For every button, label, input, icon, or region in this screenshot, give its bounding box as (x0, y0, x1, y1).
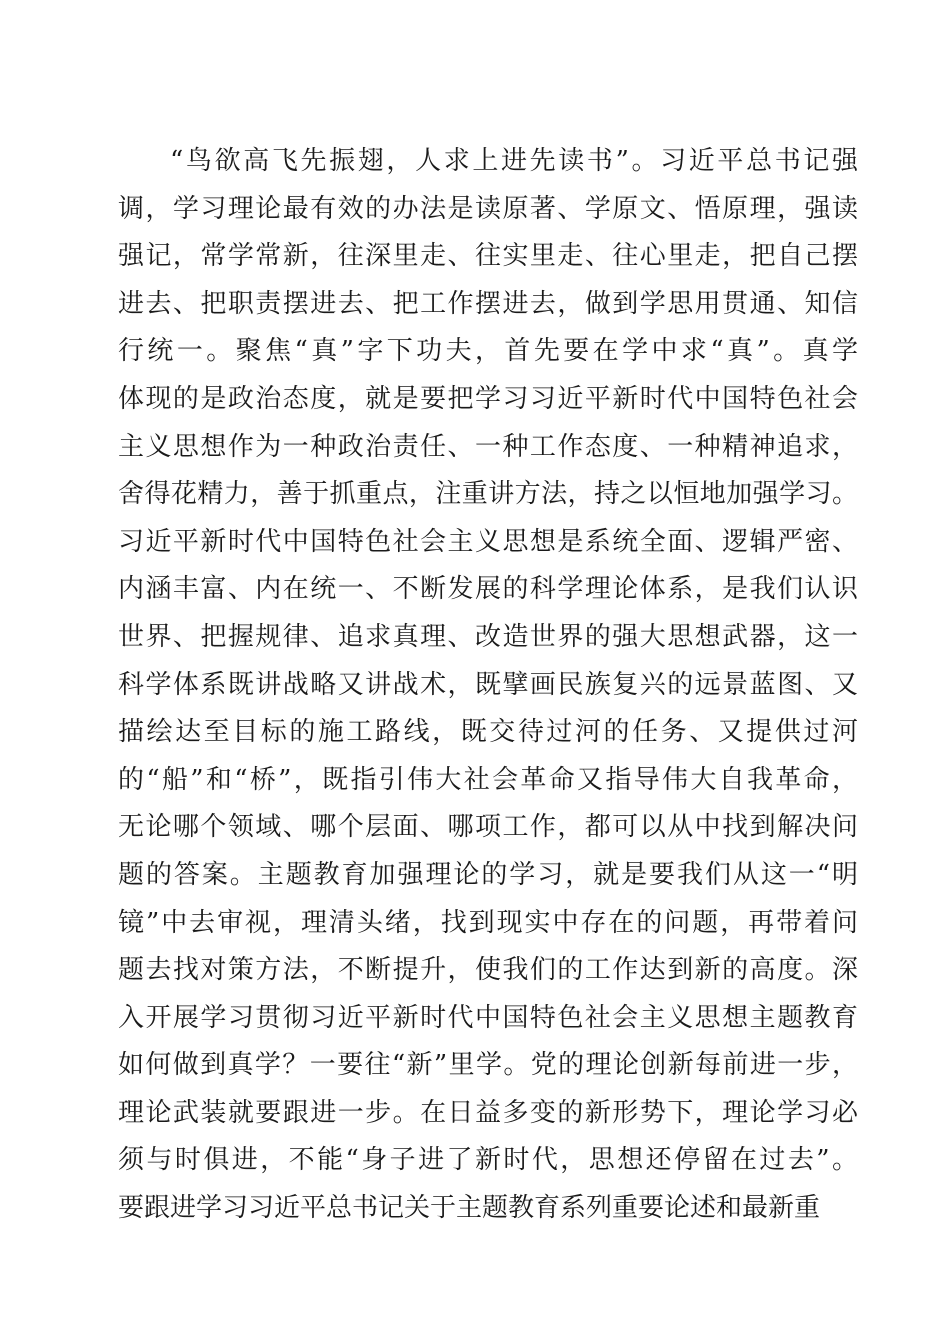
paragraph-line-23: 要跟进学习习近平总书记关于主题教育系列重要论述和最新重 (118, 1193, 821, 1224)
body-paragraph (118, 138, 858, 1233)
paragraph-line-18: 题去找对策方法，不断提升，使我们的工作达到新的高度。深 (118, 955, 858, 986)
paragraph-line-17: 镜”中去审视，理清头绪，找到现实中存在的问题，再带着问 (118, 907, 858, 938)
paragraph-line-9: 习近平新时代中国特色社会主义思想是系统全面、逻辑严密、 (118, 526, 858, 557)
paragraph-line-13: 描绘达至目标的施工路线，既交待过河的任务、又提供过河 (118, 717, 858, 748)
paragraph-line-4: 进去、把职责摆进去、把工作摆进去，做到学思用贯通、知信 (118, 288, 858, 319)
paragraph-line-22: 须与时俱进，不能“身子进了新时代，思想还停留在过去”。 (118, 1145, 858, 1176)
paragraph-line-10: 内涵丰富、内在统一、不断发展的科学理论体系，是我们认识 (118, 574, 858, 605)
paragraph-line-15: 无论哪个领域、哪个层面、哪项工作，都可以从中找到解决问 (118, 812, 858, 843)
paragraph-line-8: 舍得花精力，善于抓重点，注重讲方法，持之以恒地加强学习。 (118, 479, 858, 510)
paragraph-line-12: 科学体系既讲战略又讲战术，既擘画民族复兴的远景蓝图、又 (118, 669, 858, 700)
paragraph-line-20: 如何做到真学？一要往“新”里学。党的理论创新每前进一步， (118, 1050, 858, 1081)
paragraph-line-19: 入开展学习贯彻习近平新时代中国特色社会主义思想主题教育 (118, 1002, 858, 1033)
paragraph-line-21: 理论武装就要跟进一步。在日益多变的新形势下，理论学习必 (118, 1097, 858, 1128)
paragraph-line-16: 题的答案。主题教育加强理论的学习，就是要我们从这一“明 (118, 859, 858, 890)
paragraph-line-3: 强记，常学常新，往深里走、往实里走、往心里走，把自己摆 (118, 241, 858, 272)
paragraph-line-1: “鸟欲高飞先振翅，人求上进先读书”。习近平总书记强 (170, 146, 858, 176)
paragraph-line-11: 世界、把握规律、追求真理、改造世界的强大思想武器，这一 (118, 621, 858, 652)
paragraph-line-6: 体现的是政治态度，就是要把学习习近平新时代中国特色社会 (118, 383, 858, 414)
paragraph-line-5: 行统一。聚焦“真”字下功夫，首先要在学中求“真”。真学 (118, 336, 858, 367)
paragraph-line-14: 的“船”和“桥”，既指引伟大社会革命又指导伟大自我革命， (118, 764, 858, 795)
paragraph-line-7: 主义思想作为一种政治责任、一种工作态度、一种精神追求， (118, 431, 858, 462)
paragraph-line-2: 调，学习理论最有效的办法是读原著、学原文、悟原理，强读 (118, 193, 858, 224)
